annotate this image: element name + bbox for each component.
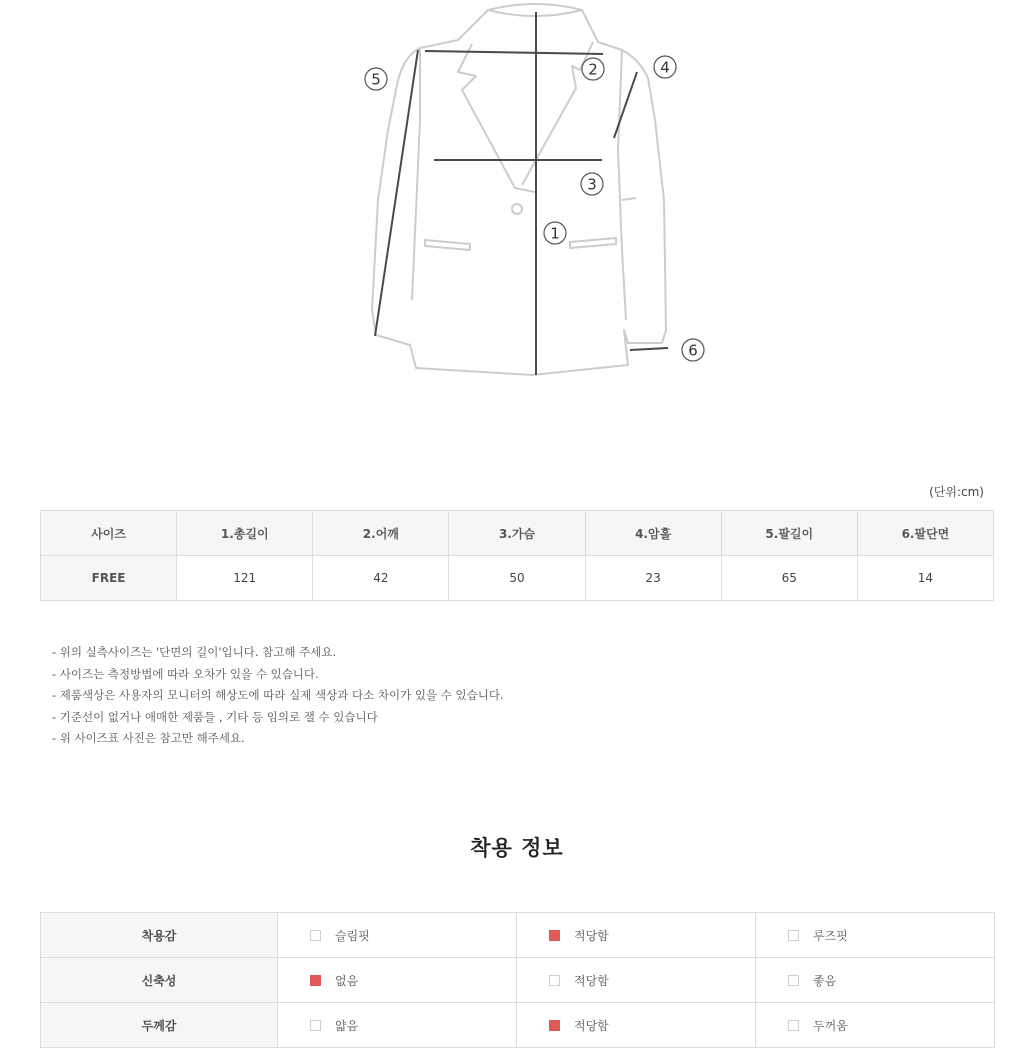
fit-option (278, 913, 517, 958)
header-chest: 3.가슴 (449, 511, 585, 556)
size-value: FREE (41, 556, 177, 601)
header-size: 사이즈 (41, 511, 177, 556)
checkbox-checked-icon (549, 1020, 560, 1031)
header-sleeve-width: 6.팔단면 (857, 511, 993, 556)
measurement-lines (375, 12, 668, 375)
unit-label: (단위:cm) (929, 485, 984, 499)
svg-text:5: 5 (371, 70, 381, 89)
total-length-value: 121 (177, 556, 313, 601)
header-armhole: 4.암홀 (585, 511, 721, 556)
fit-option (278, 1003, 517, 1048)
sleeve-width-value: 14 (857, 556, 993, 601)
button-icon (512, 204, 522, 214)
header-sleeve-length: 5.팔길이 (721, 511, 857, 556)
table-row (41, 556, 994, 601)
fit-option-label: 좋음 (813, 973, 837, 988)
fit-option-label: 없음 (335, 973, 359, 988)
fit-option-label: 얇음 (335, 1018, 359, 1033)
fit-option (756, 1003, 995, 1048)
svg-text:2: 2 (588, 60, 598, 79)
marker-5 (365, 68, 387, 90)
marker-4 (654, 56, 676, 78)
fit-option (517, 1003, 756, 1048)
checkbox-icon (788, 975, 799, 986)
armhole-line (614, 72, 637, 138)
armhole-value: 23 (585, 556, 721, 601)
fit-row-label: 두께감 (41, 1003, 278, 1048)
note-item: - 위 사이즈표 사진은 참고만 해주세요. (52, 731, 245, 745)
shoulder-value: 42 (313, 556, 449, 601)
checkbox-icon (310, 1020, 321, 1031)
svg-text:4: 4 (660, 58, 670, 77)
jacket-diagram (355, 0, 715, 385)
chest-value: 50 (449, 556, 585, 601)
fit-option (517, 958, 756, 1003)
note-item: - 제품색상은 사용자의 모니터의 해상도에 따라 실제 색상과 다소 차이가 있을 수 있습니다. (52, 688, 504, 702)
fit-option-label: 적당함 (574, 928, 609, 943)
checkbox-icon (788, 1020, 799, 1031)
sleeve-width-line (630, 348, 668, 350)
svg-text:3: 3 (587, 175, 597, 194)
fit-option-label: 적당함 (574, 1018, 609, 1033)
checkbox-icon (549, 975, 560, 986)
size-table-header (41, 511, 994, 556)
sleeve-length-value: 65 (721, 556, 857, 601)
fit-row-stretch (41, 958, 995, 1003)
fit-option (756, 913, 995, 958)
marker-2 (582, 58, 604, 80)
note-item: - 위의 실측사이즈는 '단면의 길이'입니다. 참고해 주세요. (52, 645, 337, 659)
marker-1 (544, 222, 566, 244)
fit-row-fit (41, 913, 995, 958)
checkbox-checked-icon (549, 930, 560, 941)
fit-row-thickness (41, 1003, 995, 1048)
checkbox-icon (788, 930, 799, 941)
checkbox-icon (310, 930, 321, 941)
size-table (40, 510, 994, 601)
fit-option (278, 958, 517, 1003)
header-total-length: 1.총길이 (177, 511, 313, 556)
note-item: - 사이즈는 측정방법에 따라 오차가 있을 수 있습니다. (52, 666, 319, 681)
fit-option-label: 슬림핏 (335, 928, 370, 943)
checkbox-checked-icon (310, 975, 321, 986)
fit-option-label: 적당함 (574, 973, 609, 988)
marker-3 (581, 173, 603, 195)
svg-text:6: 6 (688, 341, 698, 360)
header-shoulder: 2.어깨 (313, 511, 449, 556)
fit-row-label: 착용감 (41, 913, 278, 958)
fit-info-title: 착용 정보 (470, 836, 564, 860)
shoulder-line (425, 51, 603, 54)
svg-text:1: 1 (550, 224, 560, 243)
fit-info-table (40, 912, 995, 1048)
fit-option-label: 두꺼움 (813, 1018, 848, 1033)
fit-option (517, 913, 756, 958)
marker-6 (682, 339, 704, 361)
fit-option (756, 958, 995, 1003)
fit-option-label: 루즈핏 (813, 928, 848, 943)
note-item: - 기준선이 없거나 애매한 제품들 , 기타 등 임의로 잴 수 있습니다 (52, 709, 378, 724)
size-notes (52, 642, 504, 750)
fit-row-label: 신축성 (41, 958, 278, 1003)
